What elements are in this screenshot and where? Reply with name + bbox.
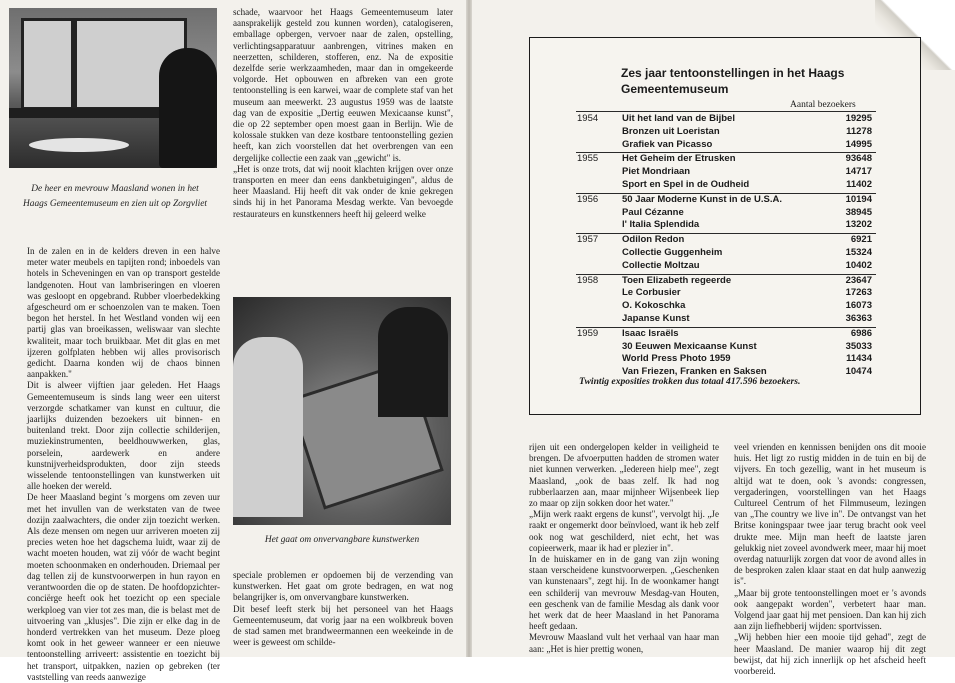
table-visitor-count: 16073: [845, 300, 872, 312]
table-title: Zes jaar tentoonstellingen in het Haags Gemeentemuseum: [621, 66, 845, 96]
table-exhibition-name: 50 Jaar Moderne Kunst in de U.S.A.: [622, 193, 782, 205]
table-exhibition-name: Piet Mondriaan: [622, 166, 691, 178]
table-exhibition-name: Het Geheim der Etrusken: [622, 153, 736, 165]
table-visitor-count: 11402: [846, 179, 872, 190]
table-exhibition-name: Toen Elizabeth regeerde: [622, 274, 732, 286]
table-exhibition-name: Sport en Spel in de Oudheid: [622, 179, 750, 190]
article-column-1: In de zalen en in de kelders dreven in een halve meter water meubels en tapijten rond; inboedels van hotels in Scheveningen en van op transport gestelde landgenoten. Hout van lambriseringen en vloeren was gesloopt en opgebrand. Rubber vloerbedekking afgescheurd om er schoenzolen van te maken. Toen begon het herstel. In het Westland vonden wij een partij glas van broeikassen, weliswaar van slechte kwaliteit, maar toch bruikbaar. Met dit glas en met ijzeren golfplaten hebben wij alles provisorisch gedicht. Daarna konden wij de chaos binnen aanpakken." Dit is alweer vijftien jaar geleden. Het Haags Gemeentemuseum is sinds lang weer een uiterst verzorgde schatkamer van kunst en cultuur, die jaarlijks duizenden bezoekers uit binnen- en buitenland trekt. Door zijn collectie schilderijen, muziekinstrumenten, beeldhouwwerken, glas, porselein, aardewerk en andere kunstnijverheidsprodukten, door zijn steeds wisselende tentoonstellingen van kunstwerken uit alle hoeken der wereld. De heer Maasland begint 's morgens om zeven uur met het invullen van de werkstaten van de twee dozijn zaalwachters, die onder zijn toezicht werken. Als deze mensen om negen uur arriveren moeten zij precies weten hoe het dagschema luidt, waar zij de wacht moeten houden, wat zij vóór de wacht begint moeten schoonmaken en onderhouden. Driemaal per dag tellen zij de kunstvoorwerpen in hun rayon en verantwoorden die op de staten. De hoofdopzichter-conciërge heeft ook het toezicht op een speciale werkploeg van vier tot zes man, die is belast met de uitvoering van „klusjes". Die zijn er elke dag in de honderd vertrekken van het museum. Deze ploeg komt ook in het geweer wanneer er een nieuwe tentoonstelling arriveert: assistentie en toezicht bij het transport, uitpakken, nazien op gebreken (ter vaststelling van reeds aanwezige: [27, 246, 220, 682]
worker-right-silhouette: [378, 307, 448, 417]
article-column-4: rijen uit een ondergelopen kelder in veiligheid te brengen. De afvoerputten hadden de stromen water niet kunnen verwerken. „Iedereen hielp mee", zegt Maasland, „ook de baas zelf. Ik had nog rubberlaarzen aan, maar mijnheer Wijsenbeek liep zo maar op zijn sokken door het water." „Mijn werk raakt ergens de kunst", vervolgt hij. „Je raakt er ongemerkt door beïnvloed, want ik heb zelf ook nog wat geschilderd, niet echt, het was copieerwerk, maar ik had er plezier in". In de huiskamer en in de gang van zijn woning staan verscheidene kunstvoorwerpen. „Geschenken van kunstenaars", zegt hij. In de woonkamer hangt een schilderij van mevrouw Mesdag-van Houten, een geschenk van de familie Mesdag als dank voor het werk dat de heer Maasland in het Panorama heeft gedaan. Mevrouw Maasland vult het verhaal van haar man aan: „Het is hier prettig wonen,: [529, 442, 719, 654]
table-year: 1958: [577, 274, 599, 286]
table-visitor-count: 13202: [845, 219, 872, 231]
table-exhibition-name: Odilon Redon: [622, 234, 685, 246]
table-visitor-count: 93648: [845, 153, 872, 165]
table-exhibition-name: Van Friezen, Franken en Saksen: [622, 366, 767, 378]
table-year: 1955: [577, 153, 599, 165]
table-exhibition-name: Grafiek van Picasso: [622, 138, 713, 150]
table-visitor-count: 38945: [845, 206, 872, 218]
article-column-3: speciale problemen er opdoemen bij de verzending van kunstwerken. Het gaat om grote bedragen, en wat nog belangrijker is, om onvervangbare kunstwerken. Dit besef leeft sterk bij het personeel van het Haags Gemeentemuseum, dat vorig jaar na een wolkbreuk boven de stad samen met brandweermannen een weekeinde in de weer is geweest om schilde-: [233, 570, 453, 648]
table-visitor-count: 19295: [845, 113, 872, 124]
table-visitor-count: 10402: [845, 259, 872, 271]
window-mullion: [71, 18, 77, 110]
table-year: 1957: [577, 234, 599, 246]
table-visitor-count: 6921: [850, 234, 872, 246]
table-exhibition-name: 30 Eeuwen Mexicaanse Kunst: [622, 340, 757, 352]
table-visitor-count: 11278: [846, 125, 872, 137]
table-visitor-count: 15324: [845, 247, 872, 258]
table-year: 1959: [577, 327, 599, 339]
table-exhibition-name: Uit het land van de Bijbel: [622, 113, 735, 124]
photo-packing-artworks: [233, 297, 451, 525]
table-exhibition-name: Le Corbusier: [622, 287, 681, 299]
table-header-divider: [576, 111, 876, 112]
table-shape: [29, 138, 129, 152]
table-visitor-count: 17263: [845, 287, 872, 299]
table-exhibition-name: Japanse Kunst: [622, 313, 690, 324]
table-total-line: Twintig exposities trokken dus totaal 417.596 bezoekers.: [579, 376, 801, 387]
table-visitor-count: 23647: [845, 274, 872, 286]
table-exhibition-name: Bronzen uit Loeristan: [622, 125, 720, 137]
table-exhibition-name: World Press Photo 1959: [622, 353, 731, 365]
table-exhibition-name: l' Italia Splendida: [622, 219, 700, 231]
table-visitor-count: 14995: [845, 138, 872, 150]
woman-silhouette: [159, 48, 217, 168]
table-visitor-count: 35033: [845, 340, 872, 352]
table-visitor-count: 36363: [845, 313, 872, 324]
table-visitor-count: 11434: [846, 353, 872, 365]
table-exhibition-name: O. Kokoschka: [622, 300, 686, 312]
table-visitor-count: 10474: [845, 366, 872, 378]
photo1-caption: De heer en mevrouw Maasland wonen in het Haags Gemeentemuseum en zien uit op Zorgvliet: [23, 184, 207, 209]
worker-left-silhouette: [233, 337, 303, 517]
table-visitor-count: 6986: [850, 327, 872, 339]
table-year: 1954: [577, 113, 599, 124]
table-visitor-count: 10194: [845, 193, 872, 205]
table-exhibition-name: Collectie Guggenheim: [622, 247, 723, 258]
article-column-5: veel vrienden en kennissen benijden ons dit mooie huis. Het ligt zo rustig midden in de tuin en bij de vijvers. En toch gezellig, want in het museum is altijd wat te doen, ook 's avonds: congressen, vergaderingen, voorstellingen van het Haags Cultureel Centrum of het Filmmuseum, lezingen van „The country we live in". De ontvangst van het Britse koningspaar twee jaar terug bracht ook veel drukte mee. Mijn man heeft de laatste jaren gelukkig niet zoveel avondwerk meer, maar hij moet overdag natuurlijk zorgen dat voor de avond alles in de besproken zalen klaar staat en dat hulp aanwezig is". „Maar bij grote tentoonstellingen moet er 's avonds ook aangepakt worden", verbetert haar man. Volgend jaar gaat hij met pensioen. Dan kan hij zich aan zijn liefhebberij wijden: sportvissen. „Wij hebben hier een mooie tijd gehad", zegt de heer Maasland. De manier waarop hij dit zegt bewijst, dat hij zich innerlijk op het afscheid heeft voorbereid.: [734, 442, 926, 677]
table-exhibition-name: Paul Cézanne: [622, 206, 684, 218]
table-exhibition-name: Collectie Moltzau: [622, 259, 700, 271]
photo-couple-at-window: [9, 8, 217, 168]
table-year: 1956: [577, 193, 599, 205]
photo2-caption: Het gaat om onvervangbare kunstwerken: [264, 535, 420, 545]
table-count-header: Aantal bezoekers: [790, 100, 856, 110]
article-column-2: schade, waarvoor het Haags Gemeentemuseum later aansprakelijk gesteld zou kunnen worden), catalogiseren, emballage opbergen, vervoer naar de zalen, opstelling, verlichtingsapparatuur aanbrengen, vitrines maken en neerzetten, schilderen, stofferen, enz. Na de expositie dezelfde serie werkzaamheden, maar dan in omgekeerde volgorde. Het opbouwen en afbreken van een grote tentoonstelling is een karwei, waar de complete staf van het museum aan meewerkt. 23 augustus 1959 was de laatste dag van de expositie „Dertig eeuwen Mexicaanse kunst", die op 22 september open moest gaan in Berlijn. Wie de kolossale stukken van deze kostbare tentoonstelling gezien heeft, kan zich voorstellen dat het overbrengen van een dergelijke collectie een zaak van „gewicht" is. „Het is onze trots, dat wij nooit klachten krijgen over onze transporten en meer dan eens dankbetuigingen", aldus de heer Maasland. Hij heeft dit vak onder de knie gekregen sinds hij in het Panorama Mesdag werkte. Van bevoegde restaurateurs en kunstkenners heeft hij geleerd welke: [233, 7, 453, 219]
table-visitor-count: 14717: [845, 166, 872, 178]
table-exhibition-name: Isaac Israëls: [622, 327, 679, 339]
